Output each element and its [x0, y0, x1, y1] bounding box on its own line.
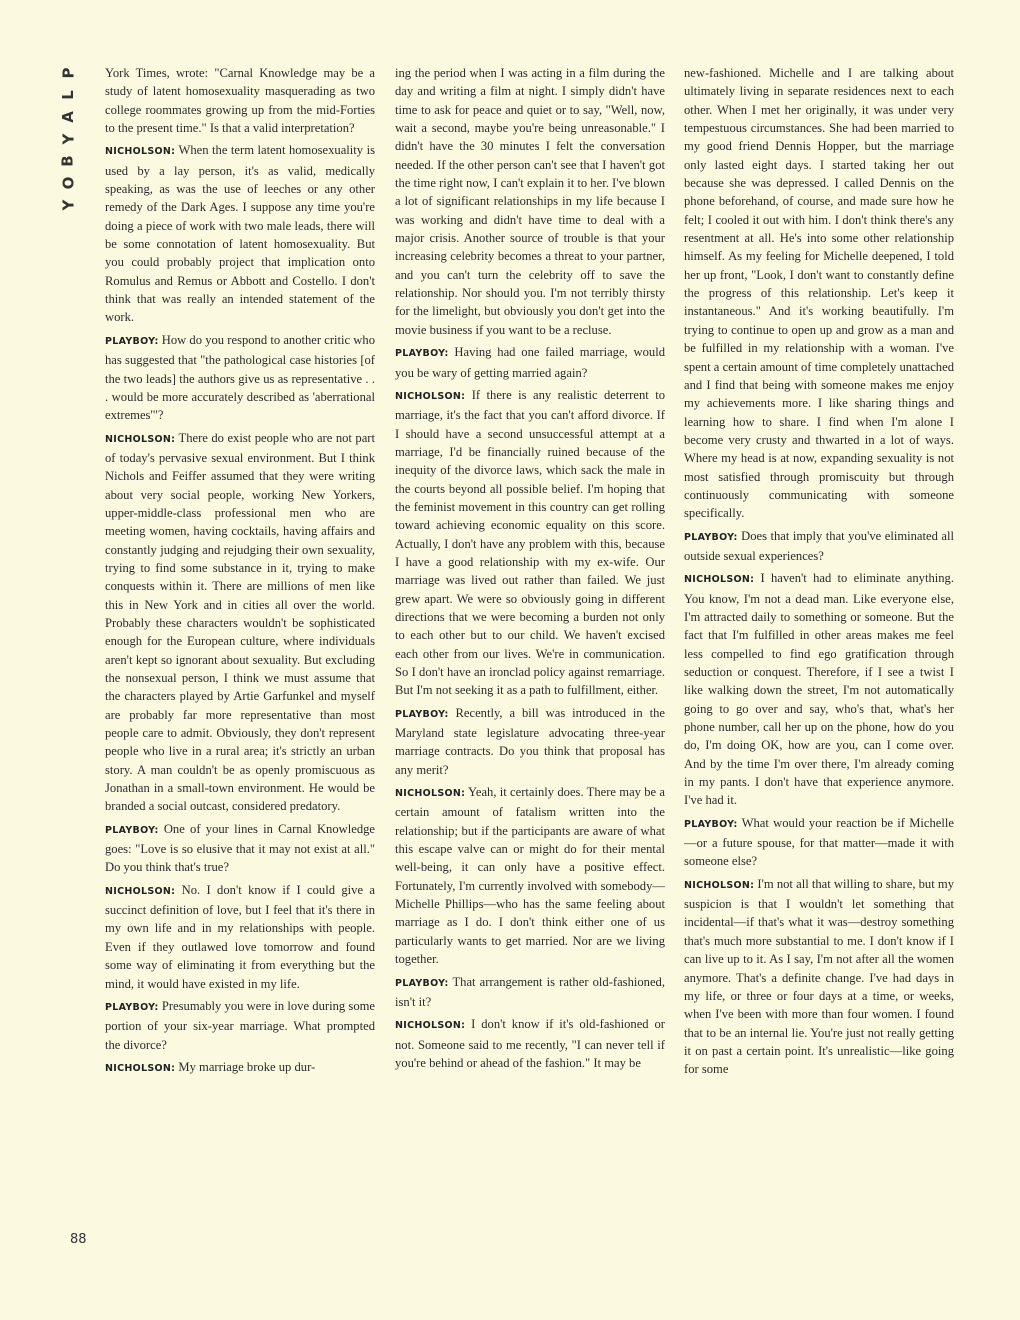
interview-paragraph — [105, 141, 375, 326]
paragraph-text: I'm not all that willing to share, but my suspicion is that I wouldn't let something that incidental—if that's what it was—destroy something that's much more substantial to me. I don't know if I can live up to it. As I say, I'm not after all the women anymore. That's a definite change. I've had days in my life, or three or four days at a time, or weeks, when I've been with more than four women. I found that to be an internal lie. You're just not really getting it on past a certain point. It's unrealistic—like going for some — [684, 876, 954, 1077]
speaker-label: NICHOLSON: — [395, 788, 466, 800]
speaker-label: PLAYBOY: — [105, 1001, 159, 1013]
text-column-3 — [684, 64, 954, 1083]
paragraph-text: ing the period when I was acting in a film during the day and writing a film at night. I simply didn't have time to ask for peace and quiet or to say, "Well, now, wait a second, maybe you're being unreasonable." I didn't have the 30 minutes I felt the conversation needed. If the other person can't see that I haven't got the time right now, I can't explain it to her. I've blown a lot of significant relationships in my life because I was working and didn't have time to deal with a major crisis. Another source of trouble is that your increasing celebrity becomes a threat to your partner, and you can't turn the celebrity off to save the relationship. Nor should you. I'm not terribly thirsty for the limelight, but obviously you don't get into the movie business if you want to be a recluse. — [395, 66, 665, 337]
paragraph-text: There do exist people who are not part of today's pervasive sexual environment. But I think Nichols and Feiffer assumed that they were writing about very social people, working New Yorkers, upper-middle-class professional men who are meeting women, having cocktails, having affairs and constantly judging and rejudging their own sexuality, trying to find some substance in it, trying to make conquests within it. There are millions of men like this in New York and in cities all over the world. Probably these characters wouldn't be sophisticated enough for the European culture, where individuals aren't kept so ignorant about sexuality. But excluding the nonsexual person, I think we must assume that the characters played by Artie Garfunkel and myself are probably far more representative than most people care to admit. Obviously, they don't represent people who live in a rural area; it's strictly an urban story. A man couldn't be as openly promiscuous as Jonathan in a small-town environment. He would be branded a social outcast, considered predatory. — [105, 430, 376, 814]
speaker-label: NICHOLSON: — [105, 885, 176, 897]
paragraph-text: new-fashioned. Michelle and I are talking about ultimately living in separate residences next to each other. When I met her originally, it was under very tempestuous circumstances. She had been married to my good friend Dennis Hopper, but the marriage only lasted eight days. I started taking her out because she was depressed. I called Dennis on the phone beforehand, of course, and made sure how he felt; I cooled it out with him. I don't think there's any resentment at all. He's into some other relationship himself. As my feeling for Michelle deepened, I told her up front, "Look, I don't want to constantly define the progress of this relationship. Let's keep it instantaneous." And it's working beautifully. I'm trying to continue to open up and grow as a man and be fulfilled in my relationship with a woman. I've spent a certain amount of time completely unattached and I find that being with someone makes me enjoy my achievements more. I like sharing things and learning how to share. I find when I'm alone I become very crusty and thwarted in a lot of ways. Where my head is at now, expanding sexuality is not most satisfied through promiscuity but through continuously communicating with someone specifically. — [684, 66, 954, 521]
speaker-label: NICHOLSON: — [684, 574, 755, 586]
paragraph-text: Recently, a bill was introduced in the Maryland state legislature advocating three-year marriage contracts. Do you think that proposal has any merit? — [395, 705, 665, 777]
paragraph-text: What would your reaction be if Michelle—or a future spouse, for that matter—made it with someone else? — [684, 815, 954, 869]
speaker-label: PLAYBOY: — [105, 335, 159, 347]
paragraph-text: I don't know if it's old-fashioned or not. Someone said to me recently, "I can never tell if you're behind or ahead of the fashion." It may be — [395, 1017, 665, 1070]
speaker-label: NICHOLSON: — [105, 146, 176, 158]
speaker-label: PLAYBOY: — [395, 708, 449, 720]
interview-paragraph — [684, 527, 954, 566]
interview-paragraph — [105, 1058, 375, 1078]
speaker-label: NICHOLSON: — [684, 879, 755, 891]
interview-paragraph — [395, 1015, 665, 1072]
speaker-label: PLAYBOY: — [395, 348, 449, 360]
paragraph-text: My marriage broke up dur- — [178, 1059, 316, 1074]
speaker-label: NICHOLSON: — [395, 390, 466, 402]
text-column-1 — [105, 64, 375, 1082]
speaker-label: NICHOLSON: — [105, 433, 176, 445]
page-number: 88 — [70, 1232, 87, 1247]
interview-paragraph — [684, 875, 954, 1079]
masthead — [48, 62, 88, 216]
interview-paragraph — [105, 997, 375, 1054]
speaker-label: NICHOLSON: — [105, 1062, 176, 1074]
masthead-letter: O — [58, 176, 77, 190]
paragraph-text: That arrangement is rather old-fashioned, isn't it? — [395, 974, 666, 1009]
interview-paragraph — [105, 64, 375, 137]
interview-paragraph — [395, 973, 665, 1012]
paragraph-text: How do you respond to another critic who has suggested that "the pathological case histories [of the two leads] the authors give us as representative . . . would be more accurately described as 'aberrational extremes'"? — [105, 332, 375, 423]
interview-paragraph — [395, 64, 665, 339]
speaker-label: PLAYBOY: — [395, 977, 449, 989]
interview-paragraph — [395, 783, 665, 968]
masthead-letter: L — [59, 90, 77, 100]
interview-paragraph — [395, 386, 665, 700]
interview-paragraph — [105, 881, 375, 993]
interview-paragraph — [684, 569, 954, 809]
paragraph-text: I haven't had to eliminate anything. You know, I'm not a dead man. Like everyone else, I'm attracted daily to something or someone. But the fact that I'm fulfilled in other areas makes me feel less compelled to find ego gratification through seduction or conquest. Therefore, if I see a twist I like walking down the street, I'm not automatically going to go over and say, who's that, what's her phone number, call her up on the phone, how do you do, I'm doing OK, how are you, can I come over. And by the time I'm over there, I'm already coming in my pants. I don't have that experience anymore. I've had it. — [684, 571, 954, 808]
masthead-letter: P — [59, 67, 77, 79]
interview-paragraph — [105, 820, 375, 877]
paragraph-text: When the term latent homosexuality is used by a lay person, it's as valid, medically speaking, as was the use of leeches or any other remedy of the Dark Ages. I suppose any time you're doing a piece of work with two male leads, there will be some connotation of latent homosexuality. But you could probably project that implication onto Romulus and Remus or Abbott and Costello. I don't think that was really an intended statement of the work. — [105, 143, 375, 325]
masthead-letter: Y — [59, 199, 77, 211]
speaker-label: NICHOLSON: — [395, 1020, 466, 1032]
interview-paragraph — [684, 64, 954, 523]
paragraph-text: Having had one failed marriage, would you be wary of getting married again? — [395, 345, 665, 380]
speaker-label: PLAYBOY: — [684, 818, 738, 830]
paragraph-text: York Times, wrote: "Carnal Knowledge may be a study of latent homosexuality masquerading as two college roommates growing up from the mid-Forties to the present time." Is that a valid interpretation? — [105, 66, 375, 136]
paragraph-text: No. I don't know if I could give a succinct definition of love, but I feel that it's there in my own life and in my relationships with people. Even if they outlawed love tomorrow and found some way of eliminating it from everything but the mind, it would have existed in my life. — [105, 882, 375, 991]
interview-paragraph — [395, 704, 665, 779]
paragraph-text: One of your lines in Carnal Knowledge goes: "Love is so elusive that it may not exist at all." Do you think that's true? — [105, 821, 376, 875]
masthead-letter: Y — [59, 133, 77, 145]
interview-paragraph — [105, 331, 375, 425]
paragraph-text: If there is any realistic deterrent to marriage, it's the fact that you can't afford divorce. If I should have a second unsuccessful attempt at a marriage, I'd be financially ruined because of the inequity of the divorce laws, which sack the male in the courts beyond all possible belief. I'm hoping that the feminist movement in this country can get rolling toward achieving economic equality on this score. Actually, I don't have any problem with this, because I have a good relationship with my ex-wife. Our marriage was lived out rather than failed. We just grew apart. We were so obviously going in different directions that we were becoming a burden not only to each other but to our child. We haven't excised each other from our lives. We're in communication. So I don't have an ironclad policy against remarriage. But I'm not seeking it as a path to fulfillment, either. — [395, 387, 665, 698]
masthead-letter: B — [59, 155, 77, 167]
masthead-letter: A — [58, 111, 77, 123]
speaker-label: PLAYBOY: — [105, 824, 159, 836]
interview-paragraph — [105, 429, 375, 816]
paragraph-text: Yeah, it certainly does. There may be a certain amount of fatalism written into the relationship; but if the participants are aware of what this escape valve can or might do for their mental well-being, it can only have a positive effect. Fortunately, I'm currently involved with somebody—Michelle Phillips—who has the same feeling about marriage as I do. I don't think either one of us particularly wants to get married. Nor are we living together. — [395, 785, 665, 967]
interview-paragraph — [395, 343, 665, 382]
speaker-label: PLAYBOY: — [684, 531, 738, 543]
interview-paragraph — [684, 814, 954, 871]
paragraph-text: Presumably you were in love during some portion of your six-year marriage. What prompted the divorce? — [105, 998, 376, 1052]
text-column-2 — [395, 64, 665, 1076]
paragraph-text: Does that imply that you've eliminated all outside sexual experiences? — [684, 528, 954, 563]
